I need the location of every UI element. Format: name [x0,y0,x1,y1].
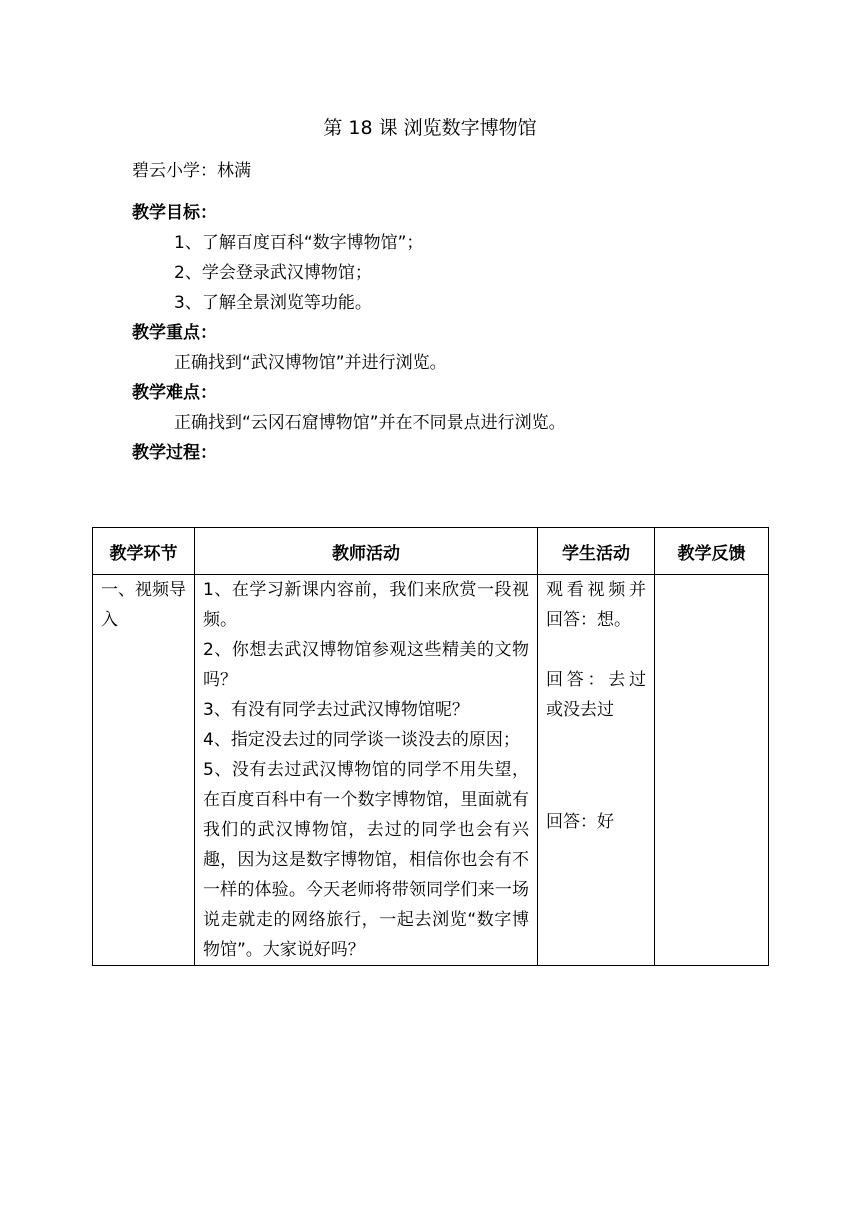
student-activity-item: 回答：好 [546,812,614,832]
key-point-heading: 教学重点： [132,323,217,343]
objective-item: 1、了解百度百科“数字博物馆”； [174,233,424,253]
student-activity-item: 回答：去过或没去过 [546,670,646,720]
teacher-activity-cell [195,575,538,966]
objective-item: 2、学会登录武汉博物馆； [174,263,372,283]
key-point-section [132,318,447,378]
page-title: 第 18 课 浏览数字博物馆 [323,117,537,139]
difficulty-text: 正确找到“云冈石窟博物馆”并在不同景点进行浏览。 [174,413,566,433]
column-header-teacher: 教师活动 [195,528,538,575]
objective-item: 3、了解全景浏览等功能。 [174,293,372,313]
spacer [546,725,646,807]
student-activity-cell [538,575,655,966]
key-point-text: 正确找到“武汉博物馆”并进行浏览。 [174,353,447,373]
process-heading: 教学过程： [132,443,217,463]
teacher-activity-item: 3、有没有同学去过武汉博物馆呢？ [203,700,469,720]
objectives-heading: 教学目标： [132,203,217,223]
table-row [93,575,769,966]
author-line: 碧云小学：林满 [132,161,251,181]
spacer [546,635,646,665]
teacher-activity-item: 5、没有去过武汉博物馆的同学不用失望，在百度百科中有一个数字博物馆，里面就有我们的武汉博物馆，去过的同学也会有兴趣，因为这是数字博物馆，相信你也会有不一样的体验。今天老师将带领同学们来一场说走就走的网络旅行，一起去浏览“数字博物馆”。大家说好吗？ [203,760,529,960]
teacher-activity-item: 2、你想去武汉博物馆参观这些精美的文物吗？ [203,640,529,690]
feedback-cell [655,575,769,966]
lesson-table [92,527,769,966]
stage-cell: 一、视频导入 [93,575,195,966]
objectives-section [132,198,423,318]
table-header-row [93,528,769,575]
column-header-feedback: 教学反馈 [655,528,769,575]
difficulty-heading: 教学难点： [132,383,217,403]
teacher-activity-item: 1、在学习新课内容前，我们来欣赏一段视频。 [203,580,529,630]
difficulty-section [132,378,566,438]
student-activity-item: 观看视频并回答：想。 [546,580,646,630]
column-header-student: 学生活动 [538,528,655,575]
column-header-stage: 教学环节 [93,528,195,575]
teacher-activity-item: 4、指定没去过的同学谈一谈没去的原因； [203,730,520,750]
